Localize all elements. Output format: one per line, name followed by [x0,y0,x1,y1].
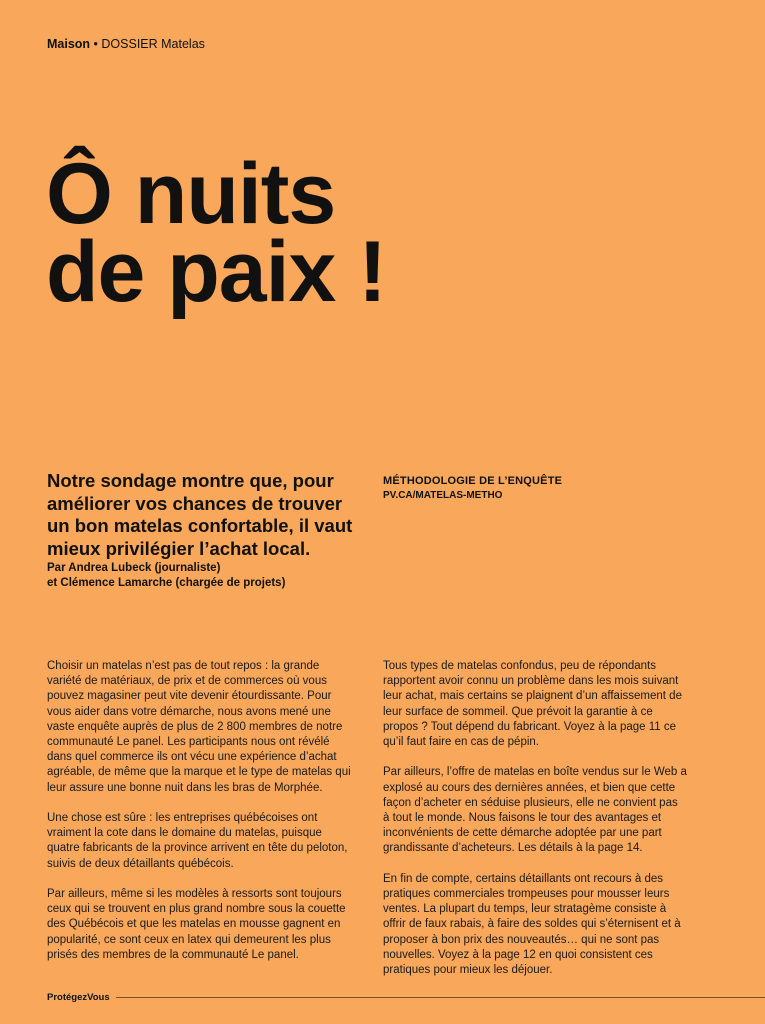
breadcrumb-section: Maison [47,37,91,51]
body-paragraph: Par ailleurs, même si les modèles à ressorts sont toujours ceux qui se trouvent en plus grand nombre sous la couette des Québécois et que les matelas en mousse gagnent en popularité, ce sont ceux en latex qui demeurent les plus prisés des membres de la communauté Le panel. [47,888,346,961]
body-paragraph: Tous types de matelas confondus, peu de répondants rapportent avoir connu un problème dans les mois suivant leur achat, mais certains se plaignent d’un affaissement de leur surface de sommeil. Que prévoit la garantie à ce propos ? Tout dépend du fabricant. Voyez à la page 11 ce qu’il faut faire en cas de pépin. [383,660,682,749]
title-line-2: de paix ! [46,224,386,320]
body-paragraph: En fin de compte, certains détaillants ont recours à des pratiques commerciales trompeuses pour mousser leurs ventes. La plupart du temps, leur stratagème consiste à offrir de faux rabais, à faire des soldes qui s’éternisent et à proposer à bon prix des nouveautés… qui ne sont pas nouvelles. Voyez à la page 12 en quoi consistent ces pratiques pour mieux les déjouer. [383,872,681,977]
footer-brand: ProtégezVous [47,991,110,1003]
body-paragraph: Une chose est sûre : les entreprises québécoises ont vraiment la cote dans le domaine du matelas, puisque quatre fabricants de la province arrivent en tête du peloton, suivis de deux détaillants québécois. [47,812,348,870]
byline-line-2: et Clémence Lamarche (chargée de projets) [47,577,286,589]
body-column-left [47,659,351,978]
page-title [46,146,386,320]
breadcrumb-separator: • [90,37,102,51]
methodology-label: MÉTHODOLOGIE DE L’ENQUÊTE [383,475,563,487]
methodology-box [383,474,643,503]
byline [47,561,367,591]
byline-line-1: Par Andrea Lubeck (journaliste) [47,562,221,574]
lede-paragraph: Notre sondage montre que, pour améliorer vos chances de trouver un bon matelas confortable, il vaut mieux privilégier l’achat local. [47,470,353,559]
page-footer [47,990,765,1004]
breadcrumb-topic: DOSSIER Matelas [101,37,205,51]
breadcrumb [47,36,205,52]
footer-rule [116,997,765,998]
methodology-link[interactable]: PV.CA/MATELAS-METHO [383,490,503,501]
body-paragraph: Par ailleurs, l’offre de matelas en boîte vendus sur le Web a explosé au cours des dernières années, et bien que cette façon d’acheter en séduise plusieurs, elle ne convient pas à tout le monde. Nous faisons le tour des avantages et inconvénients de cette démarche adoptée par une part grandissante d’acheteurs. Les détails à la page 14. [383,766,687,855]
title-line-1: Ô nuits [46,146,336,242]
body-column-right [383,659,687,993]
body-paragraph: Choisir un matelas n’est pas de tout repos : la grande variété de matériaux, de prix et de commerces où vous pouvez magasiner peut vite devenir étourdissante. Pour vous aider dans votre démarche, nous avons mené une vaste enquête auprès de plus de 2 800 membres de notre communauté Le panel. Les participants nous ont révélé dans quel commerce ils ont vécu une expérience d’achat agréable, de même que la marque et le type de matelas qui leur assure une bonne nuit dans les bras de Morphée. [47,660,351,794]
